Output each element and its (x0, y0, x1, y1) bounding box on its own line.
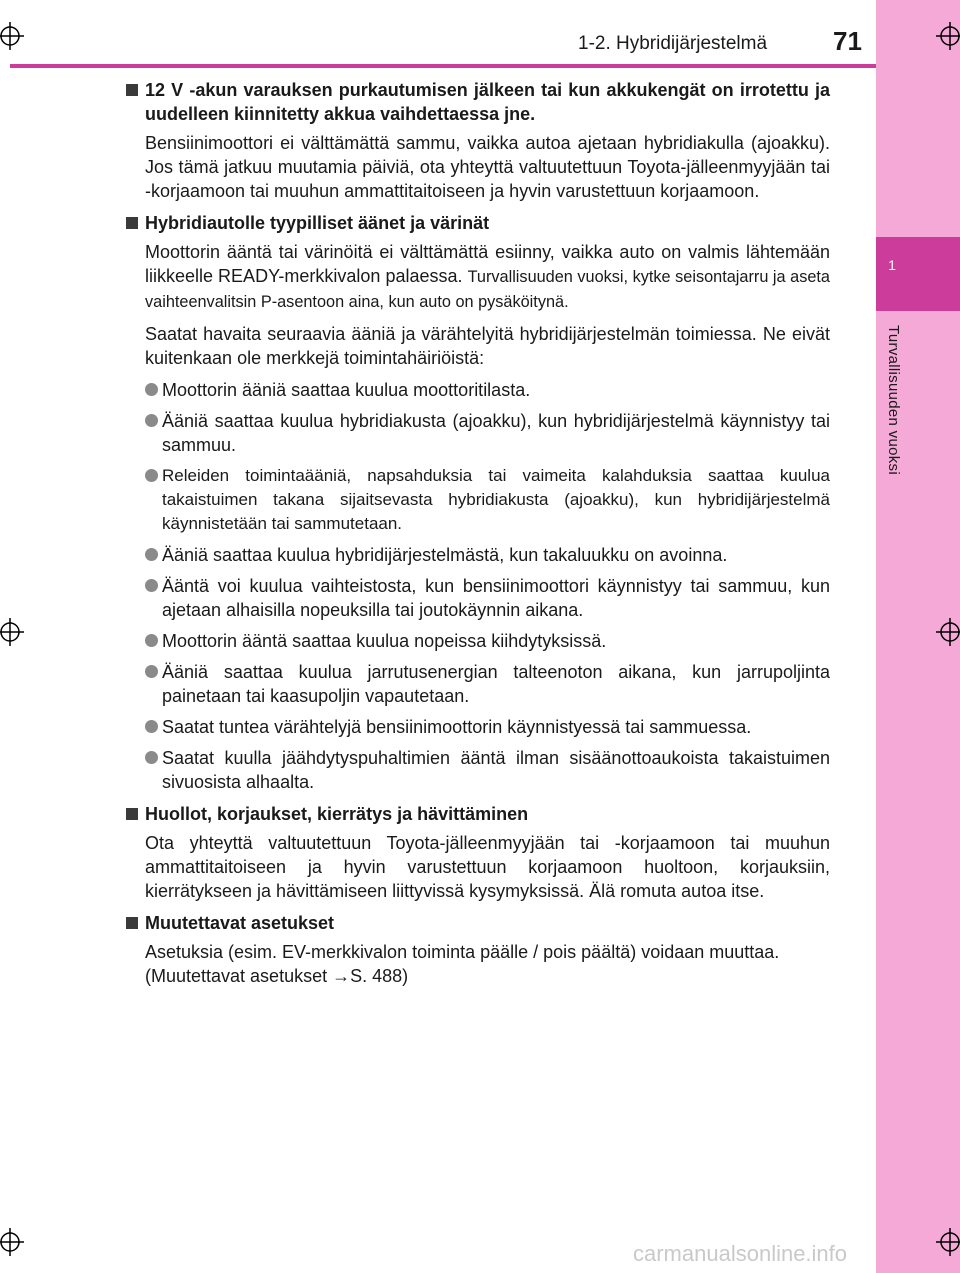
heading-square-icon (126, 808, 138, 820)
list-item-text: Saatat tuntea värähtelyjä bensiinimoottorin käynnistyessä tai sammuessa. (162, 717, 752, 737)
list-item-text: Ääniä saattaa kuulua jarrutusenergian talteenoton aikana, kun jarrupoljinta painetaan tai kaasupoljin vapautetaan. (162, 662, 830, 706)
list-item (145, 746, 830, 794)
section-heading-text: Muutettavat asetukset (145, 913, 335, 933)
registration-mark-icon (936, 1228, 960, 1256)
bullet-dot-icon (145, 751, 158, 764)
heading-square-icon (126, 917, 138, 929)
section-paragraph (145, 240, 830, 314)
list-item (145, 543, 830, 567)
bullet-dot-icon (145, 383, 158, 396)
section-paragraph: Bensiinimoottori ei välttämättä sammu, vaikka autoa ajetaan hybridiakulla (ajoakku). Jos tämä jatkuu muutamia päiviä, ota yhteyttä valtuutettuun Toyota-jälleenmyyjään tai -korjaamoon tai muuhun ammattitaitoiseen ja hyvin varustettuun korjaamoon. (145, 133, 830, 201)
page-content (126, 78, 830, 996)
bullet-dot-icon (145, 469, 158, 482)
registration-mark-icon (936, 618, 960, 646)
paragraph-text: Moottorin ääntä tai värinöitä ei välttämättä esiinny, vaikka auto on valmis lähtemään liikkeelle READY-merkkivalon palaessa. (145, 242, 830, 286)
section-paragraph: Ota yhteyttä valtuutettuun Toyota-jälleenmyyjään tai -korjaamoon tai muuhun ammattitaitoiseen ja hyvin varustettuun korjaamoon huoltoon, korjauksiin, kierrätykseen ja hävittämiseen liittyvissä kysymyksissä. Älä romuta autoa itse. (145, 833, 830, 901)
bullet-dot-icon (145, 579, 158, 592)
list-item (145, 629, 830, 653)
list-item-text: Moottorin ääntä saattaa kuulua nopeissa kiihdytyksissä. (162, 631, 607, 651)
section-paragraph: Asetuksia (esim. EV-merkkivalon toiminta päälle / pois päältä) voidaan muuttaa. (Muutettavat asetukset →S. 488) (145, 942, 780, 986)
header-section-title: 1-2. Hybridijärjestelmä (578, 33, 768, 54)
list-item (145, 660, 830, 708)
registration-mark-icon (0, 22, 24, 50)
list-item-text: Ääniä saattaa kuulua hybridijärjestelmästä, kun takaluukku on avoinna. (162, 545, 728, 565)
section-typical-sounds (126, 211, 830, 794)
list-item (145, 574, 830, 622)
registration-mark-icon (0, 618, 24, 646)
page-number: 71 (833, 26, 862, 56)
list-item-text: Releiden toimintaääniä, napsahduksia tai vaimeita kalahduksia saattaa kuulua takaistuimen takana sijaitsevasta hybridiakusta (ajoakku), kun hybridijärjestelmä käynnistetään tai sammutetaan. (162, 466, 830, 533)
list-item (145, 464, 830, 536)
list-item-text: Saatat kuulla jäähdytyspuhaltimien ääntä ilman sisäänottoaukoista takaistuimen sivuosista alhaalta. (162, 748, 830, 792)
section-heading (126, 911, 830, 935)
section-battery-reconnect (126, 78, 830, 203)
registration-mark-icon (0, 1228, 24, 1256)
list-item-text: Ääniä saattaa kuulua hybridiakusta (ajoakku), kun hybridijärjestelmä käynnistyy tai sammuu. (162, 411, 830, 455)
heading-square-icon (126, 217, 138, 229)
list-item (145, 715, 830, 739)
watermark: carmanualsonline.info (633, 1241, 848, 1266)
list-item-text: Ääntä voi kuulua vaihteistosta, kun bensiinimoottori käynnistyy tai sammuu, kun ajetaan alhaisilla nopeuksilla tai joutokäynnin aikana. (162, 576, 830, 620)
section-maintenance (126, 802, 830, 903)
section-heading (126, 211, 830, 235)
section-heading-text: Huollot, korjaukset, kierrätys ja hävittäminen (145, 804, 529, 824)
bullet-dot-icon (145, 665, 158, 678)
paragraph-small-text: Turvallisuuden vuoksi, kytke seisontajarru ja aseta vaihteenvalitsin P-asentoon aina, kun auto on pysäköitynä. (145, 268, 830, 311)
section-paragraph: Saatat havaita seuraavia ääniä ja värähtelyitä hybridijärjestelmän toimiessa. Ne eivät kuitenkaan ole merkkejä toimintahäiriöistä: (145, 324, 830, 368)
heading-square-icon (126, 84, 138, 96)
registration-mark-icon (936, 22, 960, 50)
side-tab-chapter-number: 1 (888, 257, 896, 273)
header-rule (10, 64, 876, 68)
section-heading-text: Hybridiautolle tyypilliset äänet ja värinät (145, 213, 490, 233)
section-heading-text: 12 V -akun varauksen purkautumisen jälkeen tai kun akkukengät on irrotettu ja uudelleen kiinnitetty akkua vaihdettaessa jne. (145, 80, 830, 124)
side-tab-chapter-label: Turvallisuuden vuoksi (885, 325, 902, 475)
bullet-dot-icon (145, 634, 158, 647)
section-customizable-settings (126, 911, 830, 988)
list-item (145, 409, 830, 457)
bullet-dot-icon (145, 414, 158, 427)
bullet-dot-icon (145, 720, 158, 733)
list-item-text: Moottorin ääniä saattaa kuulua moottoritilasta. (162, 380, 531, 400)
section-heading (126, 802, 830, 826)
bullet-dot-icon (145, 548, 158, 561)
list-item (145, 378, 830, 402)
side-tab-chapter-marker (876, 237, 960, 311)
section-heading (126, 78, 830, 126)
